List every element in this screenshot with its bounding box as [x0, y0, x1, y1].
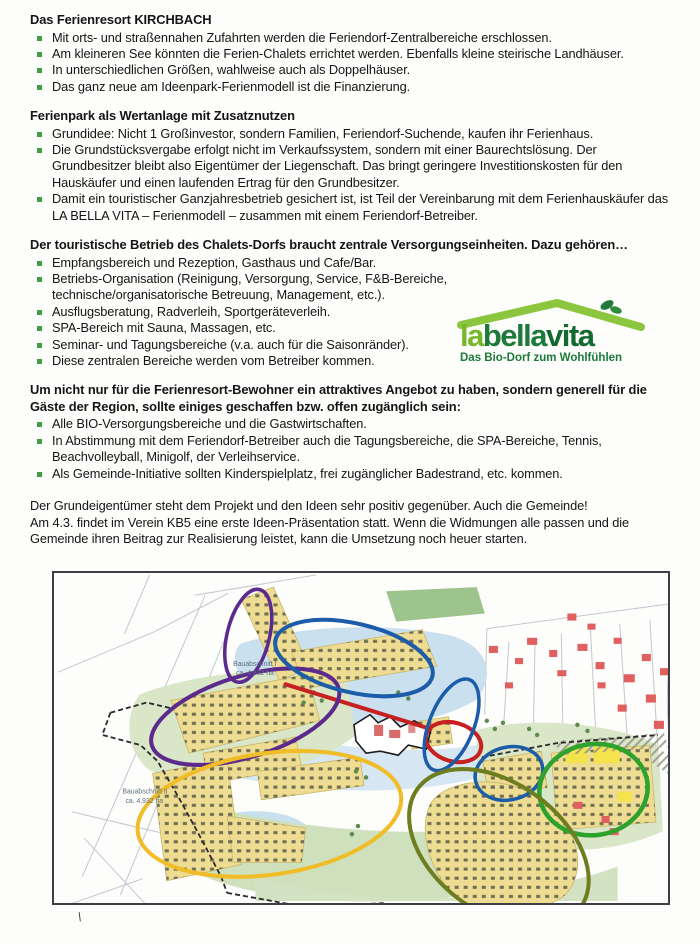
map-label-bauabschnitt1-area: ca. 4.632 ha — [236, 670, 274, 678]
logo-tagline: Das Bio-Dorf zum Wohlfühlen — [460, 352, 623, 364]
bullet-marker-icon — [37, 343, 42, 348]
bullet-text: Ausflugsberatung, Radverleih, Sportgeräteverleih. — [52, 303, 331, 319]
map-label-bauabschnitt1: Bauabschnitt I — [233, 661, 277, 669]
section-heading: Um nicht nur für die Ferienresort-Bewohner ein attraktives Angebot zu haben, sondern generell für die Gäste der Region, sollte einiges geschaffen bzw. offen zugänglich sein: — [30, 382, 647, 414]
bullet-item — [30, 271, 500, 304]
bullet-item — [30, 79, 678, 95]
labellavita-logo — [455, 297, 650, 367]
bullet-marker-icon — [37, 359, 42, 364]
bullet-text: Empfangsbereich und Rezeption, Gasthaus und Cafe/Bar. — [52, 254, 377, 270]
bullet-list — [30, 255, 500, 370]
bullet-marker-icon — [37, 68, 42, 73]
bullet-text: SPA-Bereich mit Sauna, Massagen, etc. — [52, 320, 276, 336]
closing-line: Am 4.3. findet im Verein KB5 eine erste Ideen-Präsentation statt. Wenn die Widmungen alle passen und die Gemeinde ihren Beitrag zur Realisierung leistet, kann die Umsetzung noch heuer starten. — [30, 514, 629, 547]
document-text — [30, 12, 678, 548]
bullet-list — [30, 30, 678, 96]
bullet-item — [30, 337, 500, 353]
closing-paragraph — [30, 498, 678, 548]
section-wertanlage — [30, 108, 678, 224]
bullet-item — [30, 304, 500, 320]
map-label-bauabschnitt2-area: ca. 4.932 ha — [125, 797, 164, 805]
bullet-list — [30, 126, 678, 224]
bullet-text: Alle BIO-Versorgungsbereiche und die Gastwirtschaften. — [52, 416, 367, 432]
bullet-marker-icon — [37, 310, 42, 315]
svg-text:labellavita — [460, 318, 596, 353]
bullet-text: Diese zentralen Bereiche werden vom Betreiber kommen. — [52, 353, 375, 368]
bullet-marker-icon — [37, 277, 42, 282]
bullet-item — [30, 433, 678, 466]
bullet-text: In unterschiedlichen Größen, wahlweise auch als Doppelhäuser. — [52, 62, 411, 78]
bullet-item — [30, 126, 678, 142]
site-plan-graphic — [54, 573, 668, 903]
site-plan-map — [52, 571, 670, 905]
bullet-text: In Abstimmung mit dem Feriendorf-Betreiber auch die Tagungsbereiche, die SPA-Bereiche, Tennis, Beachvolleyball, Minigolf, der Verleihservice. — [52, 432, 602, 465]
section-region — [30, 382, 678, 482]
bullet-text: Die Grundstücksvergabe erfolgt nicht im Verkaufssystem, sondern mit einer Baurechtslösung. Der Grundbesitzer bleibt also Eigentümer der Liegenschaft. Das bringt geringere Investitionskosten für den Hauskäufer und einen laufenden Ertrag für den Grundbesitzer. — [52, 142, 623, 190]
bullet-marker-icon — [37, 326, 42, 331]
bullet-text: Das ganz neue am Ideenpark-Ferienmodell ist die Finanzierung. — [52, 78, 411, 94]
bullet-text: Betriebs-Organisation (Reinigung, Versorgung, Service, F&B-Bereiche, technische/organisatorische Betreuung, Management, etc.). — [52, 270, 448, 303]
bullet-item — [30, 353, 500, 369]
bullet-item — [30, 416, 678, 432]
section-ferienresort — [30, 12, 678, 95]
bullet-marker-icon — [37, 132, 42, 137]
bullet-item — [30, 142, 678, 191]
bullet-marker-icon — [37, 197, 42, 202]
bullet-marker-icon — [37, 148, 42, 153]
bullet-marker-icon — [37, 85, 42, 90]
pen-mark: \ — [77, 909, 83, 925]
labellavita-logo-graphic — [455, 297, 650, 367]
bullet-item — [30, 191, 678, 224]
closing-line: Der Grundeigentümer steht dem Projekt und den Ideen sehr positiv gegenüber. Auch die Gemeinde! — [30, 498, 588, 514]
bullet-marker-icon — [37, 52, 42, 57]
bullet-text: Am kleineren See könnten die Ferien-Chalets errichtet werden. Ebenfalls kleine steirische Landhäuser. — [52, 45, 624, 61]
bullet-item — [30, 466, 678, 482]
section-heading: Ferienpark als Wertanlage mit Zusatznutzen — [30, 108, 295, 124]
bullet-item — [30, 320, 500, 336]
map-label-bauabschnitt2: Bauabschnitt II — [122, 788, 168, 796]
logo-word-bella: bella — [482, 318, 547, 353]
bullet-item — [30, 30, 678, 46]
bullet-list — [30, 416, 678, 482]
bullet-text: Als Gemeinde-Initiative sollten Kinderspielplatz, frei zugänglicher Badestrand, etc. kommen. — [52, 465, 563, 481]
bullet-item — [30, 46, 678, 62]
bullet-text: Grundidee: Nicht 1 Großinvestor, sondern Familien, Feriendorf-Suchende, kaufen ihr Ferienhaus. — [52, 125, 594, 141]
bullet-item — [30, 255, 500, 271]
bullet-text: Damit ein touristischer Ganzjahresbetrieb gesichert ist, ist Teil der Vereinbarung mit dem Ferienhauskäufer das LA BELLA VITA – Ferienmodell – zusammen mit einem Feriendorf-Betreiber. — [52, 191, 669, 223]
bullet-marker-icon — [37, 472, 42, 477]
section-heading: Der touristische Betrieb des Chalets-Dorfs braucht zentrale Versorgungseinheiten. Dazu gehören… — [30, 237, 628, 253]
logo-word-vita: vita — [546, 318, 594, 353]
logo-word-la: la — [460, 318, 483, 353]
bullet-marker-icon — [37, 36, 42, 41]
bullet-text: Mit orts- und straßennahen Zufahrten werden die Feriendorf-Zentralbereiche erschlossen. — [52, 29, 552, 45]
section-heading: Das Ferienresort KIRCHBACH — [30, 12, 212, 27]
bullet-marker-icon — [37, 422, 42, 427]
bullet-text: Seminar- und Tagungsbereiche (v.a. auch für die Saisonränder). — [52, 336, 409, 352]
bullet-marker-icon — [37, 261, 42, 266]
bullet-marker-icon — [37, 439, 42, 444]
bullet-item — [30, 62, 678, 78]
